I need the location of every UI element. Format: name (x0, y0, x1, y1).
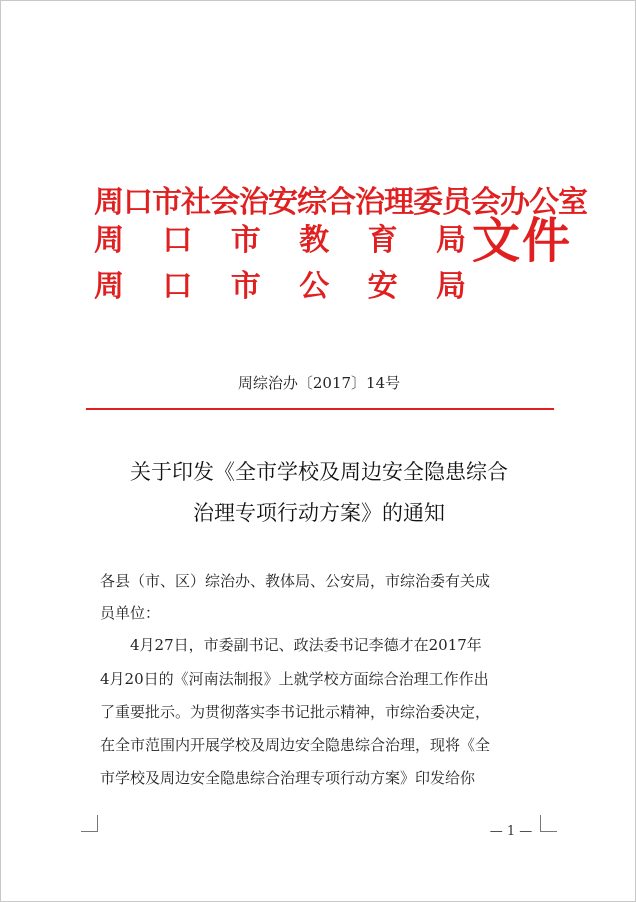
document-title-line-2: 治理专项行动方案》的通知 (193, 501, 445, 525)
letterhead-char: 口 (162, 269, 193, 304)
body-text-line: 4月27日，市委副书记、政法委书记李德才在2017年 (100, 636, 482, 654)
letterhead-char: 市 (152, 185, 181, 220)
letterhead-char: 局 (435, 269, 466, 304)
letterhead-char: 育 (367, 223, 398, 258)
letterhead-char: 治 (239, 185, 268, 220)
body-text-line: 在全市范围内开展学校及周边安全隐患综合治理，现将《全 (100, 736, 491, 754)
letterhead-char: 理 (384, 185, 413, 220)
letterhead-char: 社 (181, 185, 210, 220)
margin-corner-mark-left (81, 815, 98, 832)
org-name-zhongzhiwei (94, 183, 587, 223)
letterhead-char: 员 (442, 185, 471, 220)
letterhead-char: 会 (471, 185, 500, 220)
letterhead-char: 口 (162, 223, 193, 258)
page-number: — 1 — (489, 824, 533, 839)
body-text-line: 了重要批示。为贯彻落实李书记批示精神，市综治委决定， (100, 703, 491, 721)
red-divider-line (86, 408, 554, 410)
body-text-line: 市学校及周边安全隐患综合治理专项行动方案》印发给你 (100, 769, 476, 787)
document-title-line-1: 关于印发《全市学校及周边安全隐患综合 (130, 460, 508, 484)
letterhead-char: 周 (94, 223, 124, 258)
red-letterhead (94, 181, 587, 311)
letterhead-char: 市 (230, 223, 261, 258)
letterhead-char: 室 (558, 185, 587, 220)
letterhead-char: 教 (299, 223, 330, 258)
document-number: 周综治办〔2017〕14号 (237, 374, 401, 392)
letterhead-char: 公 (529, 185, 558, 220)
letterhead-char: 治 (355, 185, 384, 220)
margin-corner-mark-right (540, 815, 557, 832)
org-name-jiaoyuju (94, 221, 466, 261)
letterhead-char: 市 (230, 269, 261, 304)
letterhead-char: 局 (435, 223, 466, 258)
letterhead-char: 口 (123, 185, 152, 220)
letterhead-char: 安 (268, 185, 297, 220)
letterhead-char: 合 (326, 185, 355, 220)
org-name-gonganju (94, 267, 466, 307)
letterhead-char: 周 (94, 269, 124, 304)
doc-type-label: 文件 (472, 213, 573, 269)
letterhead-char: 周 (94, 185, 123, 220)
letterhead-char: 综 (297, 185, 326, 220)
letterhead-char: 会 (210, 185, 239, 220)
letterhead-char: 委 (413, 185, 442, 220)
letterhead-char: 办 (500, 185, 529, 220)
body-text-line: 员单位： (100, 604, 161, 622)
letterhead-char: 安 (367, 269, 398, 304)
body-text-line: 各县（市、区）综治办、教体局、公安局，市综治委有关成 (100, 572, 491, 590)
letterhead-char: 公 (299, 269, 330, 304)
body-text-line: 4月20日的《河南法制报》上就学校方面综合治理工作作出 (100, 670, 489, 688)
